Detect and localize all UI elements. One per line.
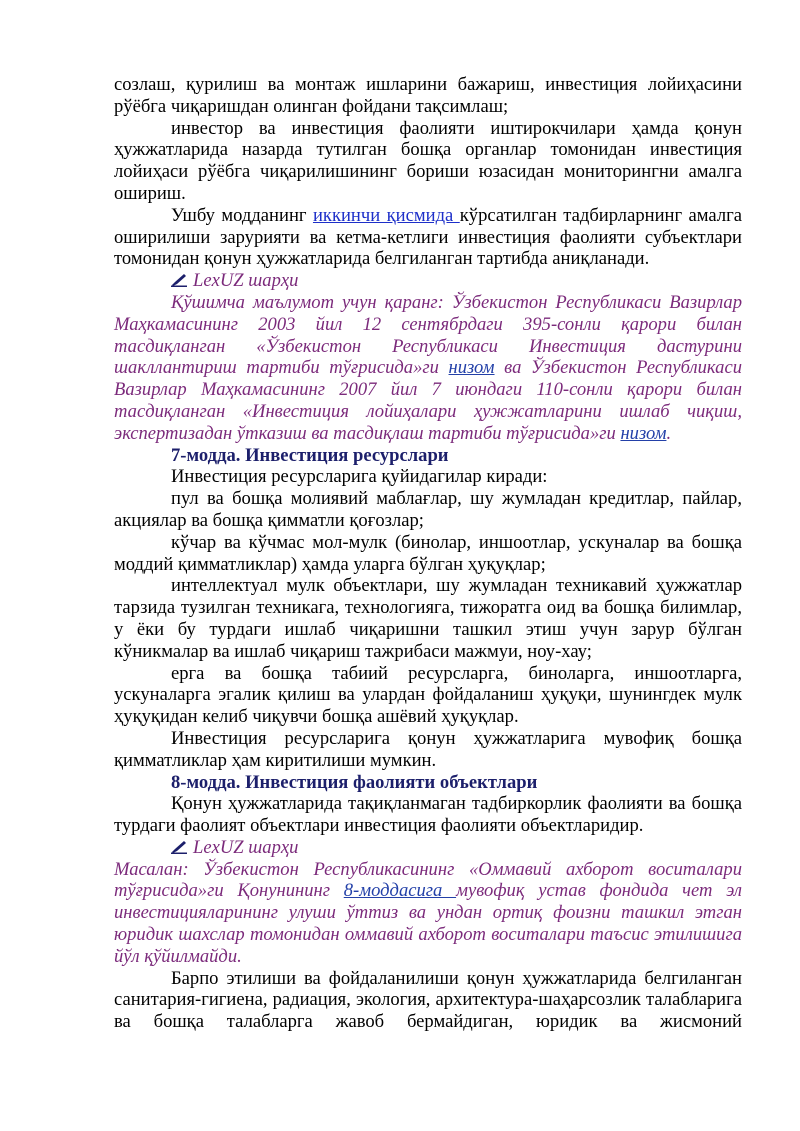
article-7-heading: 7-модда. Инвестиция ресурслари [171,444,449,466]
regulation-link-2[interactable]: низом [620,422,667,444]
paragraph: Қонун ҳужжатларида тақиқланмаган тадбиркорлик фаолияти ва бошқа турдаги фаолият объектлари инвестиция фаолияти объектларидир. [114,793,742,837]
paragraph: Инвестиция ресурсларига қонун ҳужжатларига мувофиқ бошқа қимматликлар ҳам киритилиши мумкин. [114,727,742,771]
paragraph: Инвестиция ресурсларига қуйидагилар киради: [171,466,548,488]
paragraph: кўчар ва кўчмас мол-мулк (бинолар, иншоотлар, ускуналар ва бошқа моддий қимматликлар) ҳамда уларга бўлган ҳуқуқлар; [114,531,742,575]
lexuz-comment-header [114,837,742,859]
comment-text: мувофиқ устав фондида чет эл инвестицияларининг улуши ўттиз ва ундан ортиқ фоизни ташкил этган юридик шахслар томонидан оммавий ахборот воситалари таъсис этилишига йўл қўйилмайди. [114,880,743,967]
paragraph: Барпо этилиши ва фойдаланилиши қонун ҳужжатларида белгиланган санитария-гигиена, радиация, экология, архитектура-шаҳарсозлик талабларига ва бошқа талабларга жавоб бермайдиган, юридик ва жисмоний [114,967,742,1033]
comment-text: Қўшимча маълумот учун қаранг: Ўзбекистон Республикаси Вазирлар Маҳкамасининг 2003 йил 12 сентябрдаги 395-сонли қарори билан тасдиқланган «Ўзбекистон Республикаси Инвестиция дастурини шакллантириш тартиби тўғрисида»ги [114,291,742,379]
article-8-heading: 8-модда. Инвестиция фаолияти объектлари [171,771,538,793]
regulation-link-1[interactable]: низом [448,357,495,379]
comment-text: . [666,422,672,444]
pen-icon [171,273,187,287]
paragraph: ерга ва бошқа табиий ресурсларга, биноларга, иншоотларга, ускуналарга эгалик қилиш ва улардан фойдаланиш ҳуқуқи, шунингдек мулк ҳуқуқидан келиб чиқувчи бошқа ашёвий ҳуқуқлар. [114,662,742,728]
lexuz-comment-label: LexUZ шарҳи [193,836,299,858]
paragraph: созлаш, қурилиш ва монтаж ишларини бажариш, инвестиция лойиҳасини рўёбга чиқаришдан олинган фойдани тақсимлаш; [114,74,742,117]
paragraph: инвестор ва инвестиция фаолияти иштирокчилари ҳамда қонун ҳужжатларида назарда тутилган бошқа органлар томонидан инвестиция лойиҳаси рўёбга чиқарилишининг бориши юзасидан мониторингни амалга ошириш. [114,117,742,204]
lexuz-comment-body [114,292,742,445]
document-page [114,74,742,1033]
paragraph: пул ва бошқа молиявий маблағлар, шу жумладан кредитлар, пайлар, акциялар ва бошқа қимматли қоғозлар; [114,488,742,531]
comment-text: ва Ўзбекистон Республикаси Вазирлар Маҳкамасининг 2007 йил 7 июндаги 110-сонли қарори билан тасдиқланган «Инвестиция лойиҳалари ҳужжатларини ишлаб чиқиш, экспертизадан ўтказиш ва тасдиқлаш тартиби тўғрисида»ги [114,357,743,444]
paragraph [114,205,742,270]
lexuz-comment-body [114,859,742,968]
paragraph: интеллектуал мулк объектлари, шу жумладан техникавий ҳужжатлар тарзида тузилган техникага, технологияга, тижоратга оид ва бошқа билимлар, у ёки бу турдаги ишлаб чиқаришни ташкил этиш учун зарур бўлган кўникмалар ва ишлаб чиқариш тажрибаси мажмуи, ноу-хау; [114,575,742,662]
lexuz-comment-label: LexUZ шарҳи [193,270,299,292]
pen-icon [171,840,187,854]
comment-text: Масалан: Ўзбекистон Республикасининг «Оммавий ахборот воситалари тўғрисида»ги Қонунининг [114,858,742,902]
reference-link-part-two[interactable]: иккинчи қисмида [312,204,460,226]
paragraph-text: Ушбу модданинг [171,204,313,226]
law-article-8-link[interactable]: 8-моддасига [343,880,457,902]
paragraph-text: кўрсатилган тадбирларнинг амалга оширилиши зарурияти ва кетма-кетлиги инвестиция фаолияти субъектлари томонидан қонун ҳужжатларида белгиланган тартибда аниқланади. [114,204,742,270]
lexuz-comment-header [114,270,742,292]
